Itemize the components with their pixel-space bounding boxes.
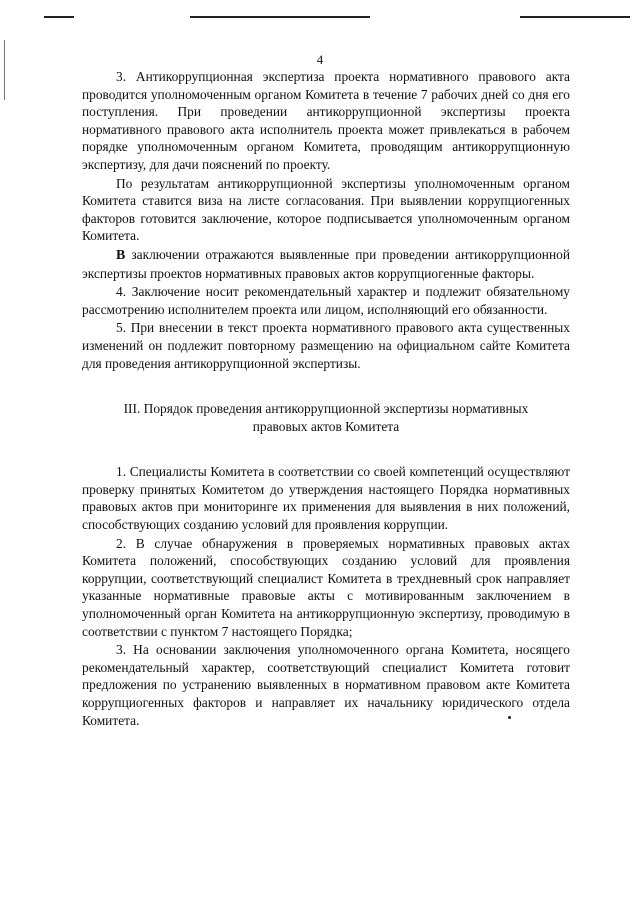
paragraph-expertise-results: По результатам антикоррупционной экспертизы уполномоченным органом Комитета ставится виза на листе согласования. При выявлении коррупциогенных факторов готовится заключение, которое подписывается уполномоченным органом Комитета.	[82, 175, 570, 244]
paragraph-detection-case: 2. В случае обнаружения в проверяемых нормативных правовых актах Комитета положений, способствующих созданию условий для проявления коррупции, соответствующий специалист Комитета в трехдневный срок направляет указанные нормативные правовые акты с мотивированным заключением в уполномоченный орган Комитета на антикоррупционную экспертизу, проводимую в соответствии с пунктом 7 настоящего Порядка;	[82, 535, 570, 639]
paragraph-conclusion-nature: 4. Заключение носит рекомендательный характер и подлежит обязательному рассмотрению исполнителем проекта или лицом, исполняющий его обязанности.	[82, 284, 570, 317]
scan-artifact-line	[190, 16, 370, 18]
paragraph-rest: заключении отражаются выявленные при проведении антикоррупционной экспертизы проектов нормативных правовых актов коррупциогенные факторы.	[82, 246, 570, 281]
paragraph-expertise-term: 3. Антикоррупционная экспертиза проекта нормативного правового акта проводится уполномоченным органом Комитета в течение 7 рабочих дней со дня его поступления. При проведении антикоррупционной экспертизы проекта нормативного правового акта исполнитель проекта может привлекаться в рабочем порядке уполномоченным органом Комитета, проводящим антикоррупционную экспертизу, для дачи пояснений по проекту.	[82, 69, 570, 172]
document-body	[82, 68, 570, 729]
section-heading: III. Порядок проведения антикоррупционной экспертизы нормативных правовых актов Комитета	[123, 401, 529, 434]
paragraph-specialists-check: 1. Специалисты Комитета в соответствии со своей компетенций осуществляют проверку принятых Комитетом до утверждения настоящего Порядка нормативных правовых актов при мониторинге их применения для выявления в них положений, способствующих созданию условий для проявления коррупции.	[82, 464, 570, 533]
paragraph-conclusion-contents	[82, 246, 570, 282]
scan-artifact-edge	[4, 40, 5, 100]
paragraph-first-word: В	[116, 247, 126, 263]
scan-artifact-line	[44, 16, 74, 18]
scan-artifact-line	[520, 16, 630, 18]
paragraph-repeat-publication: 5. При внесении в текст проекта нормативного правового акта существенных изменений он подлежит повторному размещению на официальном сайте Комитета для проведения антикоррупционной экспертизы.	[82, 320, 570, 371]
page-number: 4	[316, 52, 324, 67]
paragraph-proposals: 3. На основании заключения уполномоченного органа Комитета, носящего рекомендательный характер, соответствующий специалист Комитета готовит предложения по устранению выявленных в нормативном правовом акте Комитета коррупциогенных факторов и направляет их начальнику юридического отдела Комитета.	[82, 642, 570, 728]
